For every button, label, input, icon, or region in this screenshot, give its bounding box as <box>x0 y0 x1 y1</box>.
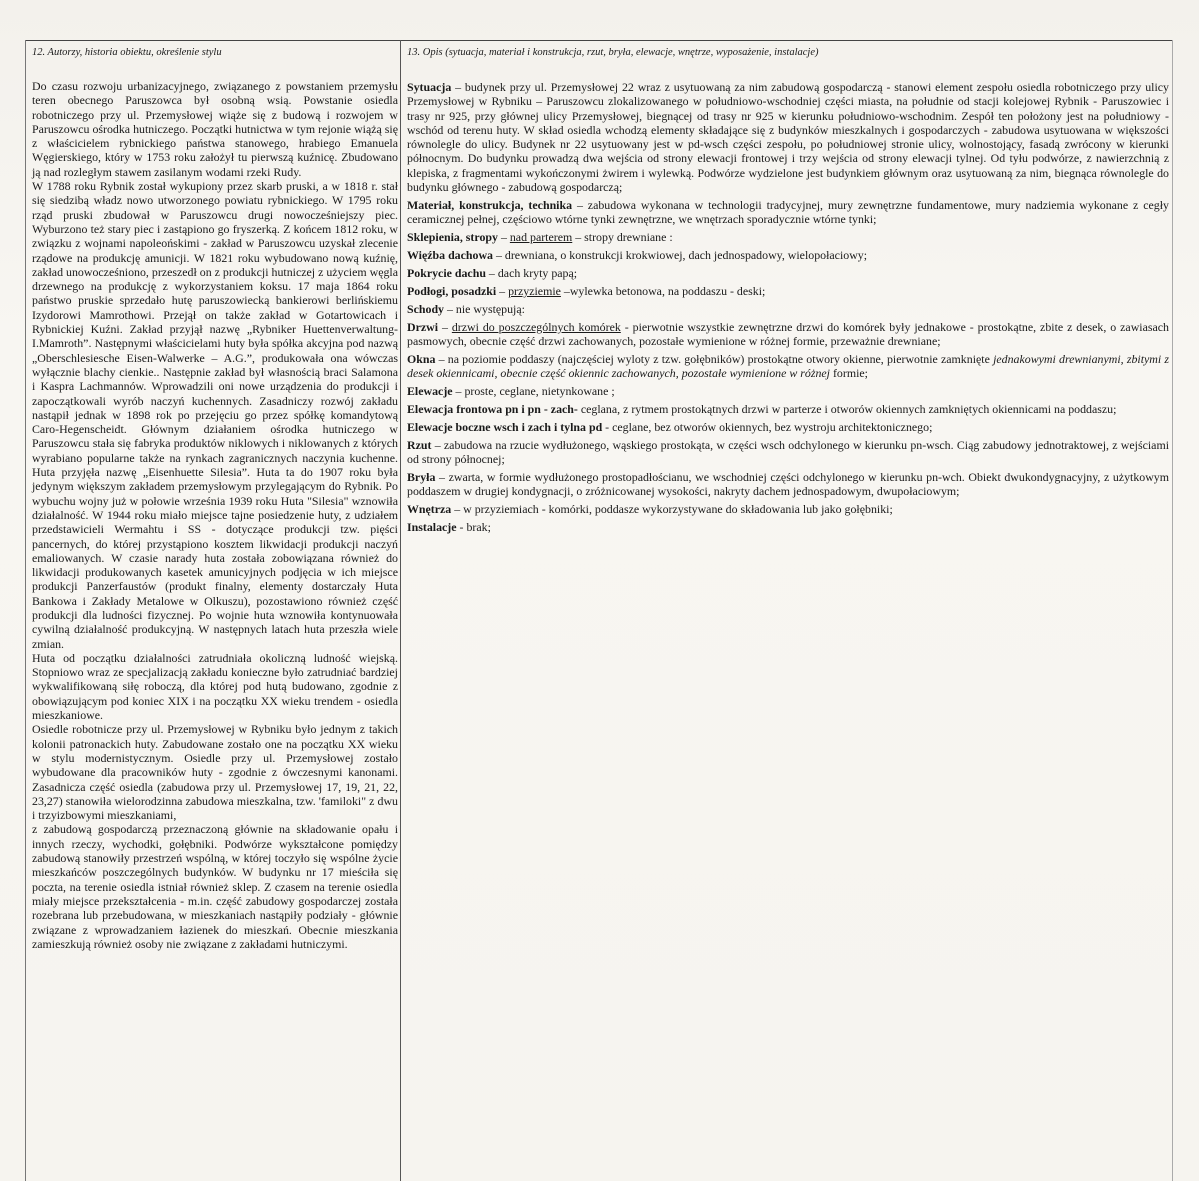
history-paragraph: z zabudową gospodarczą przeznaczoną głównie na składowanie opału i innych rzeczy, wychodki, gołębniki. Podwórze wykształcone pomiędzy zabudową stanowiły przestrzeń wspólną, w której toczyło się wspólne życie mieszkańców poszczególnych budynków. W budynku nr 17 mieściła się poczta, na terenie osiedla istniał również sklep. Z czasem na terenie osiedla miały miejsce przekształcenia - m.in. część zabudowy gospodarczej została rozebrana lub przebudowana, w mieszkaniach nastąpiły podziały - głównie związane z wprowadzaniem łazienek do mieszkań. Obecnie mieszkania zamieszkują również osoby nie związane z zakładami hutniczymi. <box>32 822 398 951</box>
section-text: – stropy drewniane : <box>572 230 673 245</box>
section-label: Rzut <box>407 437 432 452</box>
right-border <box>1172 40 1173 1181</box>
section-material <box>407 198 1169 227</box>
section-podlogi <box>407 284 1169 298</box>
section-text: – na poziomie poddaszy (najczęściej wyloty z tzw. gołębników) prostokątne otwory okienne, pierwotnie zamknięte <box>435 351 994 366</box>
left-border <box>25 40 26 1181</box>
section-label: Materiał, konstrukcja, technika <box>407 197 573 212</box>
section-text: – zabudowa wykonana w technologii tradycyjnej, mury zewnętrzne fundamentowe, mury nadziemia wykonane z cegły ceramicznej pełnej, częściowo wtórne tynki zewnętrzne, we wnętrzach sporadycznie wtórne tynki; <box>407 197 1169 227</box>
section-label: Sklepienia, stropy <box>407 230 498 245</box>
section-rzut <box>407 438 1169 467</box>
section-text: – <box>438 319 452 334</box>
section-label: Elewacja frontowa pn i pn - zach- <box>407 401 578 416</box>
section-label: Schody <box>407 301 445 316</box>
section-wnetrza <box>407 502 1169 516</box>
section-text: – zwarta, w formie wydłużonego prostopadłościanu, we wschodniej części odchylonego w kierunku pn-wch. Obiekt dwukondygnacyjny, z użytkowym poddaszem w drugiej kondygnacji, o zróżnicowanej wysokości, nakryty dachem jednospadowym, dwupołaciowym; <box>407 469 1169 499</box>
section-sklepienia <box>407 230 1169 244</box>
section-text: – zabudowa na rzucie wydłużonego, wąskiego prostokąta, w części wsch odchylonego w kierunku pn-wsch. Ciąg zabudowy jednotraktowej, z wejściami od strony północnej; <box>407 437 1169 466</box>
section-italic-text: jednakowymi drewnianymi, zbitymi z desek okiennicami, obecnie część okiennic zachowanych, pozostałe wymienione w różnej <box>407 351 1169 381</box>
section-elewacje <box>407 384 1169 398</box>
section-text: - ceglane, bez otworów okiennych, bez wystroju architektonicznego; <box>602 419 933 434</box>
description-column <box>407 80 1169 538</box>
section-underlined: przyziemie <box>508 283 561 298</box>
history-paragraph: Huta od początku działalności zatrudniała okoliczną ludność wiejską. Stopniowo wraz ze specjalizacją zakładu konieczne było zatrudniać bardziej wykwalifikowaną siłę roboczą, dla której pod hutą budowano, zgodnie z obowiązującym pod koniec XIX i na początku XX wieku trendem - osiedla mieszkaniowe. <box>32 650 398 723</box>
section-label: Wnętrza <box>407 502 452 517</box>
section-text: – drewniana, o konstrukcji krokwiowej, dach jednospadowy, wielopołaciowy; <box>493 248 868 263</box>
section-text: – nie występują: <box>444 301 525 316</box>
history-column <box>32 79 398 951</box>
section-text: - brak; <box>456 519 491 534</box>
section-label: Elewacje boczne wsch i zach i tylna pd <box>407 419 603 434</box>
section-sytuacja <box>407 80 1169 194</box>
section-text: - pierwotnie wszystkie zewnętrzne drzwi do komórek były jednakowe - prostokątne, zbite z desek, o zawiasach pasmowych, obecnie część drzwi zachowanych, pozostałe wymienione w różnej formie, przeważnie drewniane; <box>407 319 1169 348</box>
section-okna <box>407 352 1169 381</box>
section-label: Instalacje <box>407 519 457 534</box>
history-paragraph: W 1788 roku Rybnik został wykupiony przez skarb pruski, a w 1818 r. stał się siedzibą władz nowo utworzonego powiatu rybnickiego. W 1795 roku rząd pruski zbudował w Paruszowcu drugi nowocześniejszy piec. Wyburzono też stary piec i zastąpiono go fryszerką. Z końcem 1812 roku, w związku z wojnami napoleońskimi - zakład w Paruszowcu uzyskał zlecenie rządowe na produkcję amunicji. W 1821 roku wybudowano nową kuźnię, zakład unowocześniono, przeszedł on z produkcji hutniczej z użyciem węgla drzewnego na produkcję z wykorzystaniem koksu. 17 maja 1864 roku państwo pruskie sprzedało hutę paruszowiecką bankierowi berlińskiemu Izydorowi Mamrothowi. Przejął on także zakład w Gotartowicach i Rybnickiej Kuźni. Zakład przyjął nazwę „Rybniker Huettenverwaltung- I.Mamroth”. Następnymi właścicielami huty była spółka akcyjna pod nazwą „Oberschlesiesche Eisen-Walwerke – A.G.”, produkowała ona wówczas wyłącznie blachy cienkie.. Następnie zakład był własnością braci Salamona i Kaspra Lachmannów. Wprowadzili oni nowe urządzenia do produkcji i zapoczątkowali wyrób naczyń kuchennych. Zasadniczy rozwój zakładu nastąpił jednak w 1898 rok po przejęciu go przez spółkę komandytową Caro-Hegenscheidt. Głównym działaniem ośrodka hutniczego w Paruszowcu stała się fabryka produktów niklowych i niklowanych z których wyrabiano popularne także na rynkach zagranicznych naczynia kuchenne. Huta przyjęła nazwę „Eisenhuette Silesia”. Huta ta do 1907 roku była jedynym większym zakładem przemysłowym przylegającym do Rybnik. Po wybuchu wojny już w połowie września 1939 roku Huta "Silesia" wznowiła działalność. W 1944 roku miało miejsce tajne posiedzenie huty, z udziałem przedstawicieli Wermahtu i SS - dotyczące produkcji tzw. pięści pancernych, do której przystąpiono kosztem likwidacji produkcji naczyń emaliowanych. W czasie narady huta została zobowiązana również do likwidacji produkowanych kasetek amunicyjnych podjęcia w ich miejsce produkcji Panzerfaustów (produkt finalny, elementy dostarczały Huta Bankowa i Zakłady Metalowe w Olkuszu), pozostawiono również część produkcji dla ludności fizycznej. Po wojnie huta wznowiła kontynuowała cywilną działalność produkcyjną. W następnych latach huta przeszła wiele zmian. <box>32 179 398 651</box>
section-instalacje <box>407 520 1169 534</box>
section-text: ceglana, z rytmem prostokątnych drzwi w parterze i otworów okiennych zamkniętych okiennicami na poddaszu; <box>577 401 1117 416</box>
section-underlined: drzwi do poszczególnych komórek <box>451 319 621 334</box>
section-label: Elewacje <box>407 383 453 398</box>
section-text: – <box>496 283 509 298</box>
section-schody <box>407 302 1169 316</box>
left-column-heading: 12. Autorzy, historia obiektu, określenie stylu <box>32 47 222 58</box>
section-text: – <box>497 230 510 245</box>
section-wiezba <box>407 248 1169 262</box>
section-pokrycie <box>407 266 1169 280</box>
section-label: Bryła <box>407 469 436 484</box>
section-label: Drzwi <box>407 319 439 334</box>
section-label: Podłogi, posadzki <box>407 283 497 298</box>
section-bryla <box>407 470 1169 499</box>
section-elewacje-boczne <box>407 420 1169 434</box>
section-label: Sytuacja <box>407 80 452 94</box>
section-label: Okna <box>407 351 436 366</box>
column-divider <box>400 40 401 1181</box>
section-label: Więźba dachowa <box>407 248 493 263</box>
section-text: – budynek przy ul. Przemysłowej 22 wraz z usytuowaną za nim zabudową gospodarczą - stanowi element zespołu osiedla robotniczego przy ulicy Przemysłowej w Rybniku – Paruszowcu zlokalizowanego w południowo-wschodniej części miasta, na południe od stacji kolejowej Rybnik - Paruszowiec i trasy nr 925, przy głównej ulicy Przemysłowej, biegnącej od trasy nr 925 w kierunku południowo-wschodnim. Zespół ten położony jest na południowy - wschód od terenu huty. W skład osiedla wchodzą elementy składające się z budynków mieszkalnych i gospodarczych - zabudowa usytuowana w większości równolegle do ulicy. Budynek nr 22 usytuowany jest w pd-wsch części zespołu, po południowej stronie ulicy, wolnostojący, fasadą zwrócony w kierunki północnym. Do budynku prowadzą dwa wejścia od strony elewacji frontowej i trzy wejścia od strony elewacji tylnej. Od tyłu podwórze, z nawierzchnią z klepiska, z fragmentami wykończonymi żwirem i wylewką. Podwórze wydzielone jest budynkiem głównym oraz usytuowaną za nim, biegnąca równolegle do budynku głównego - zabudową gospodarczą; <box>407 80 1169 195</box>
section-text: formie; <box>830 366 868 381</box>
history-paragraph: Do czasu rozwoju urbanizacyjnego, związanego z powstaniem przemysłu teren obecnego Paruszowca był osobną wsią. Powstanie osiedla robotniczego przy ul. Przemysłowej wiąże się z budową i rozwojem w Paruszowcu ośrodka hutniczego. Początki hutnictwa w tym rejonie wiążą się z właścicielem rybnickiego państwa stanowego, hrabiego Emanuela Węgierskiego, który w 1753 roku założył tu pierwszą kuźnicę. Zbudowano ją nad rozległym stawem zasilanym wodami rzeki Rudy. <box>32 79 398 179</box>
right-column-heading: 13. Opis (sytuacja, materiał i konstrukcja, rzut, bryła, elewacje, wnętrze, wyposażenie, instalacje) <box>407 47 819 58</box>
section-text: – w przyziemiach - komórki, poddasze wykorzystywane do składowania lub jako gołębniki; <box>451 502 893 517</box>
section-label: Pokrycie dachu <box>407 265 486 280</box>
section-drzwi <box>407 320 1169 349</box>
top-rule <box>25 40 1173 41</box>
section-text: – proste, ceglane, nietynkowane ; <box>452 383 615 398</box>
section-elewacja-frontowa <box>407 402 1169 416</box>
section-underlined: nad parterem <box>509 230 573 245</box>
section-text: – dach kryty papą; <box>485 265 578 280</box>
history-paragraph: Osiedle robotnicze przy ul. Przemysłowej w Rybniku było jednym z takich kolonii patronackich huty. Zabudowane zostało one na początku XX wieku w stylu modernistycznym. Osiedle przy ul. Przemysłowej zostało wybudowane dla pracowników huty - zgodnie z ówczesnymi kanonami. Zasadnicza część osiedla (zabudowa przy ul. Przemysłowej 17, 19, 21, 22, 23,27) stanowiła wielorodzinna zabudowa mieszkalna, tzw. 'familoki" z dwu i trzyizbowymi mieszkaniami, <box>32 722 398 823</box>
section-text: –wylewka betonowa, na poddaszu - deski; <box>560 283 766 298</box>
